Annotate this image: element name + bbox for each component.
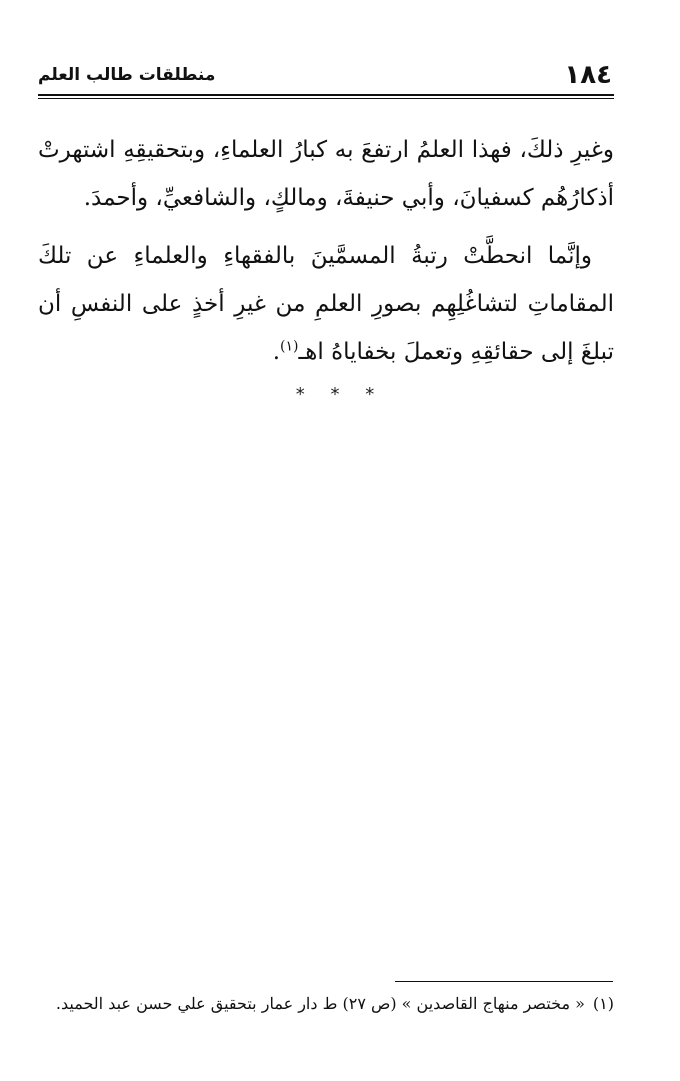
main-text: [38, 126, 614, 376]
section-separator: * * *: [295, 384, 385, 405]
footnote-rule: [395, 981, 613, 982]
paragraph-2-end: .: [272, 339, 281, 365]
running-title: منطلقات طالب العلم: [38, 65, 216, 85]
header-rule: [38, 94, 614, 96]
footnote-marker: (١): [592, 994, 614, 1013]
paragraph-2-text: وإنَّما انحطَّتْ رتبةُ المسمَّينَ بالفقهاءِ والعلماءِ عن تلكَ المقاماتِ لتشاغُلِهِم بصورِ العلمِ من غيرِ أخذٍ على النفسِ أن تبلغَ إلى حقائقِهِ وتعملَ بخفاياهُ اهـ: [38, 243, 614, 365]
paragraph-1: وغيرِ ذلكَ، فهذا العلمُ ارتفعَ به كبارُ العلماءِ، وبتحقيقِهِ اشتهرتْ أذكارُهُم كسفيانَ، وأبي حنيفةَ، ومالكٍ، والشافعيِّ، وأحمدَ.: [38, 137, 614, 211]
footnote-text: « مختصر منهاج القاصدين » (ص ٢٧) ط دار عمار بتحقيق علي حسن عبد الحميد.: [55, 994, 585, 1013]
paragraph-2: [38, 232, 614, 376]
running-header: [38, 58, 612, 92]
footnote-1: [38, 990, 614, 1018]
footnotes: [38, 990, 614, 1018]
header-rule-thin: [38, 98, 614, 99]
page-number: ١٨٤: [564, 60, 612, 90]
footnote-reference: (١): [280, 338, 299, 355]
